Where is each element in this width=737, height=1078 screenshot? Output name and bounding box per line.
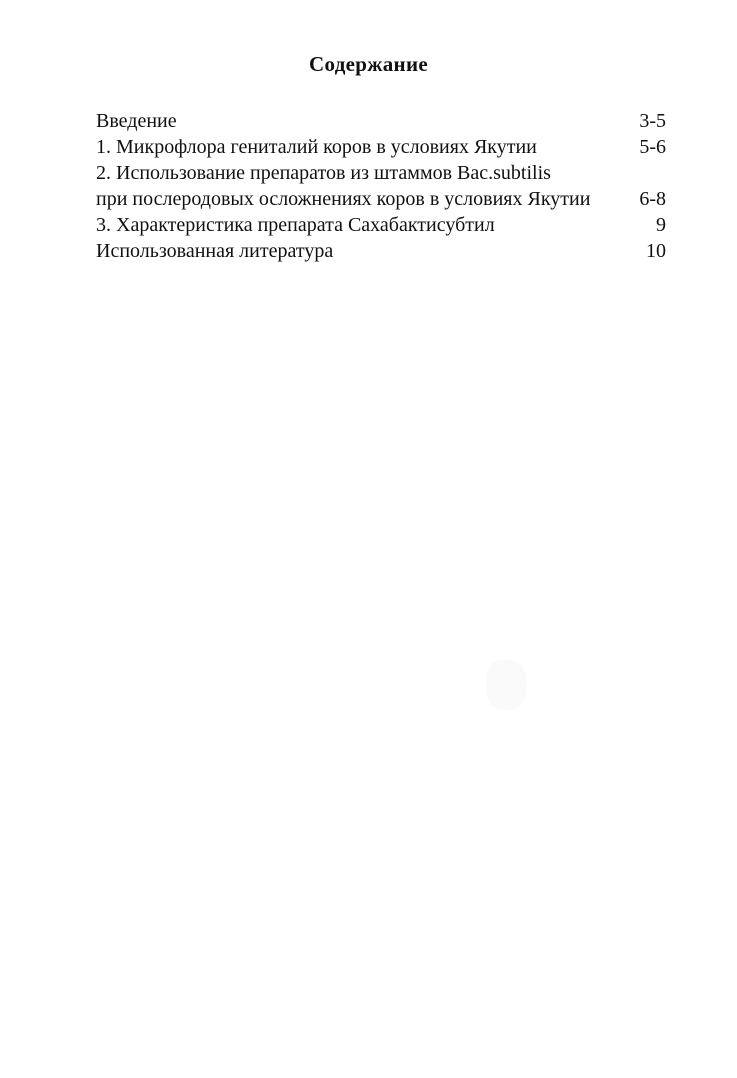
toc-entry bbox=[96, 160, 668, 186]
page-title: Содержание bbox=[309, 52, 428, 76]
toc-entry-page: 9 bbox=[656, 214, 666, 236]
toc-entry-text: при послеродовых осложнениях коров в условиях Якутии bbox=[96, 188, 591, 210]
table-of-contents bbox=[96, 108, 668, 264]
toc-entry bbox=[96, 134, 668, 160]
toc-entry bbox=[96, 186, 668, 212]
toc-entry-text: 2. Использование препаратов из штаммов Bac.subtilis bbox=[96, 162, 551, 184]
toc-entry-page: 3-5 bbox=[639, 110, 666, 132]
toc-entry-text: Введение bbox=[96, 110, 177, 132]
toc-entry-text: 3. Характеристика препарата Сахабактисубтил bbox=[96, 214, 495, 236]
toc-entry-text: 1. Микрофлора гениталий коров в условиях Якутии bbox=[96, 136, 537, 158]
toc-entry bbox=[96, 108, 668, 134]
toc-entry bbox=[96, 238, 668, 264]
toc-entry-page: 5-6 bbox=[639, 136, 666, 158]
toc-entry-page: 10 bbox=[646, 240, 666, 262]
scan-speck bbox=[486, 660, 526, 710]
toc-entry-page: 6-8 bbox=[639, 188, 666, 210]
toc-entry-text: Использованная литература bbox=[96, 240, 334, 262]
toc-entry bbox=[96, 212, 668, 238]
